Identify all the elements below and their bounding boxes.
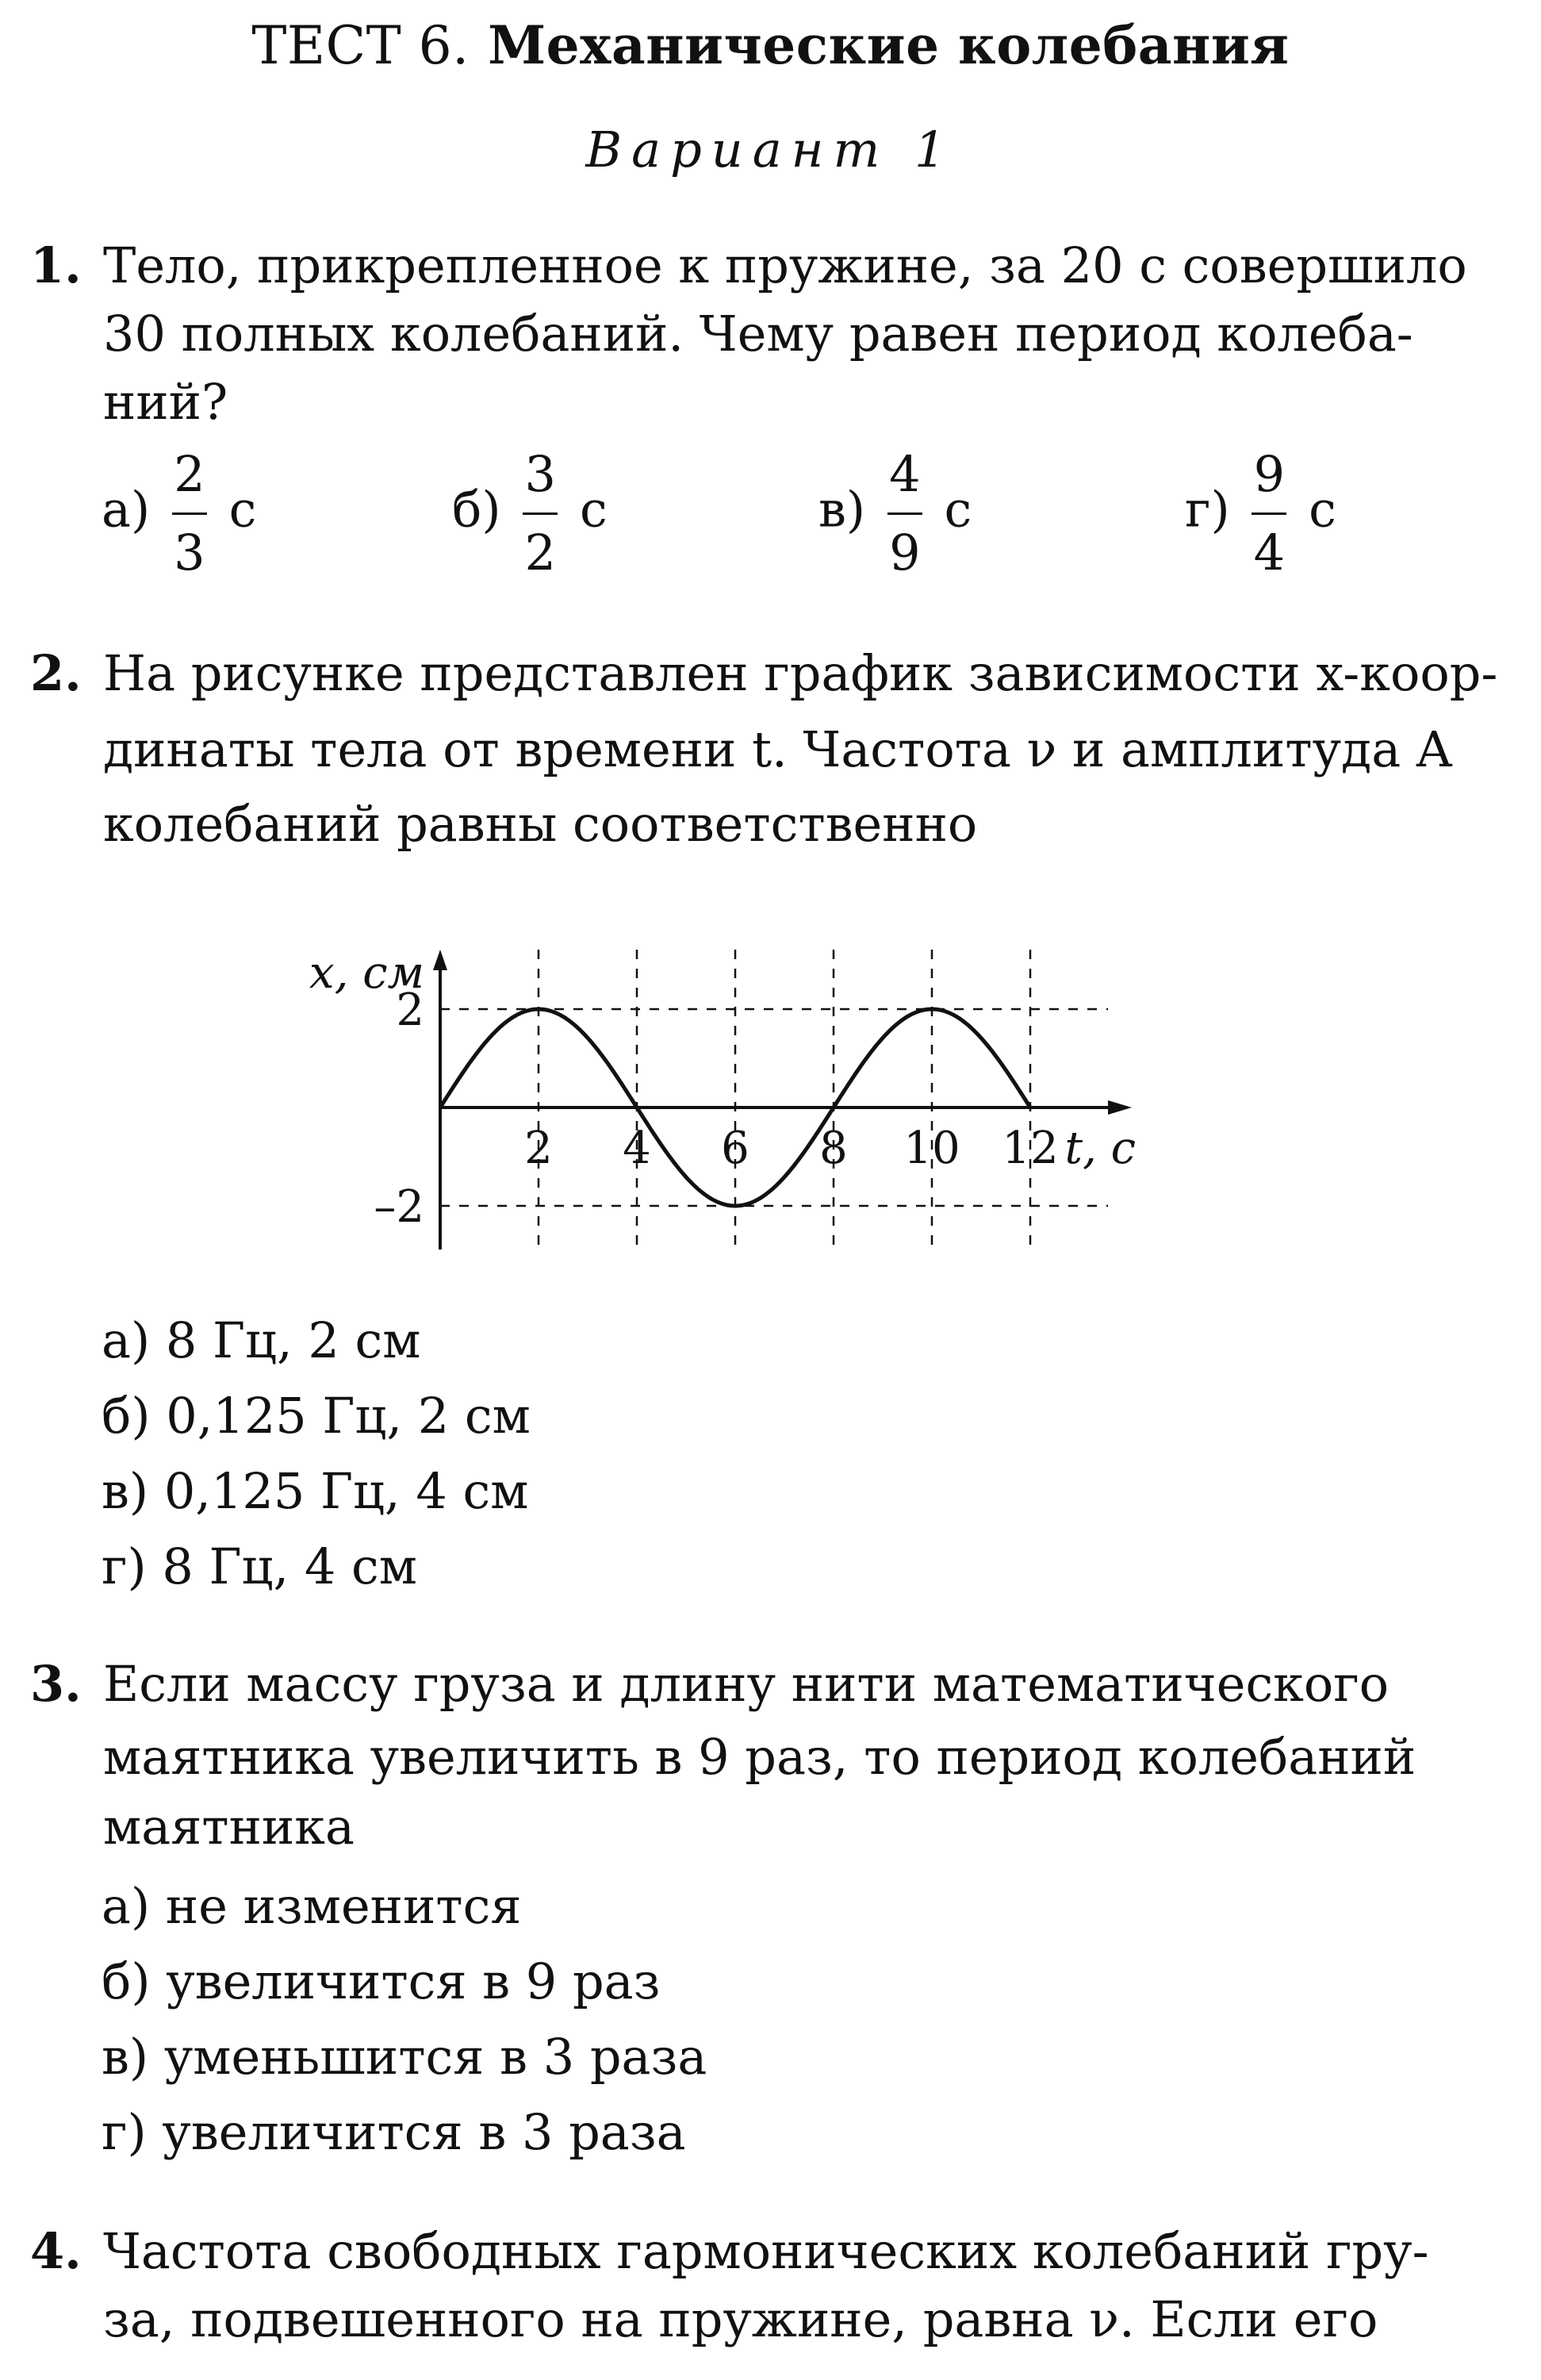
fraction-bar (523, 512, 558, 515)
question-line: 30 полных колебаний. Чему равен период колеба- (103, 305, 1413, 363)
option-letter: в) (102, 2028, 149, 2086)
option-letter: г) (1185, 480, 1230, 539)
fraction (172, 445, 207, 582)
fraction-bar (887, 512, 922, 515)
option-c[interactable] (818, 445, 972, 582)
x-axis-arrow (1108, 1100, 1132, 1115)
y-tick-label: 2 (396, 985, 424, 1036)
option-unit: с (579, 480, 608, 539)
question-line: за, подвешенного на пружине, равна ν. Если его (103, 2290, 1378, 2348)
option-letter: а) (102, 480, 151, 539)
page-title (0, 14, 1541, 76)
question-line: маятника (103, 1798, 355, 1856)
question-line: маятника увеличить в 9 раз, то период колебаний (103, 1728, 1416, 1786)
option-a[interactable] (102, 445, 257, 582)
option-letter: а) (102, 1311, 151, 1369)
option-text: 8 Гц, 2 см (165, 1311, 421, 1369)
question-line: динаты тела от времени t. Частота ν и амплитуда A (103, 720, 1452, 778)
option-b[interactable] (102, 1378, 531, 1453)
option-text: увеличится в 9 раз (166, 1952, 661, 2010)
fraction-bar (1252, 512, 1286, 515)
option-text: 0,125 Гц, 4 см (163, 1462, 529, 1520)
question-line: Частота свободных гармонических колебаний гру- (103, 2222, 1429, 2280)
option-letter: б) (102, 1952, 151, 2010)
option-text: увеличится в 3 раза (162, 2103, 686, 2161)
y-axis-arrow (433, 950, 447, 970)
question-line: Тело, прикрепленное к пружине, за 20 с совершило (103, 236, 1467, 294)
fraction (1252, 445, 1286, 582)
question-number: 1. (30, 236, 82, 294)
fraction-numerator: 4 (889, 445, 921, 503)
question-line: колебаний равны соответственно (103, 795, 978, 853)
question-2-options (102, 1303, 531, 1604)
option-c[interactable] (102, 2019, 707, 2094)
fraction-numerator: 2 (174, 445, 205, 503)
question-line: На рисунке представлен график зависимости x-коор- (103, 644, 1498, 702)
option-letter: г) (102, 2103, 147, 2161)
x-tick-label: 4 (623, 1123, 651, 1174)
fraction-bar (172, 512, 207, 515)
option-d[interactable] (102, 1529, 531, 1604)
question-number: 4. (30, 2222, 82, 2280)
option-unit: с (228, 480, 257, 539)
fraction-numerator: 9 (1253, 445, 1286, 503)
option-unit: с (1309, 480, 1336, 539)
option-d[interactable] (1185, 445, 1336, 582)
question-number: 3. (30, 1655, 82, 1713)
option-letter: б) (102, 1387, 151, 1445)
option-letter: а) (102, 1877, 151, 1935)
option-text: уменьшится в 3 раза (163, 2028, 707, 2086)
x-tick-label: 10 (903, 1123, 960, 1174)
option-a[interactable] (102, 1303, 531, 1378)
option-letter: в) (102, 1462, 149, 1520)
x-tick-label: 6 (721, 1123, 749, 1174)
question-number: 2. (30, 644, 82, 702)
y-tick-label: –2 (374, 1181, 424, 1233)
option-b[interactable] (102, 1944, 707, 2019)
option-text: 8 Гц, 4 см (162, 1537, 417, 1595)
x-axis-label: t, с (1064, 1123, 1136, 1174)
option-a[interactable] (102, 1868, 707, 1944)
x-tick-label: 8 (819, 1123, 848, 1174)
option-c[interactable] (102, 1453, 531, 1529)
fraction-numerator: 3 (524, 445, 556, 503)
variant-label: Вариант 1 (585, 121, 956, 178)
option-letter: б) (452, 480, 501, 539)
option-text: не изменится (165, 1877, 522, 1935)
displacement-time-chart (301, 881, 1206, 1269)
option-letter: в) (818, 480, 866, 539)
fraction (523, 445, 558, 582)
option-letter: г) (102, 1537, 147, 1595)
x-tick-label: 12 (1002, 1123, 1059, 1174)
fraction-denominator: 2 (524, 524, 556, 582)
option-d[interactable] (102, 2094, 707, 2170)
question-line: ний? (103, 373, 228, 431)
option-b[interactable] (452, 445, 608, 582)
y-axis-label: x, см (309, 947, 424, 999)
fraction-denominator: 4 (1253, 524, 1286, 582)
x-tick-label: 2 (524, 1123, 553, 1174)
option-text: 0,125 Гц, 2 см (166, 1387, 531, 1445)
question-3-options (102, 1868, 707, 2170)
fraction (887, 445, 922, 582)
option-unit: с (944, 480, 972, 539)
fraction-denominator: 9 (889, 524, 921, 582)
test-code: ТЕСТ 6. (251, 15, 470, 76)
fraction-denominator: 3 (174, 524, 205, 582)
test-title: Механические колебания (488, 14, 1290, 76)
question-line: Если массу груза и длину нити математического (103, 1655, 1390, 1713)
